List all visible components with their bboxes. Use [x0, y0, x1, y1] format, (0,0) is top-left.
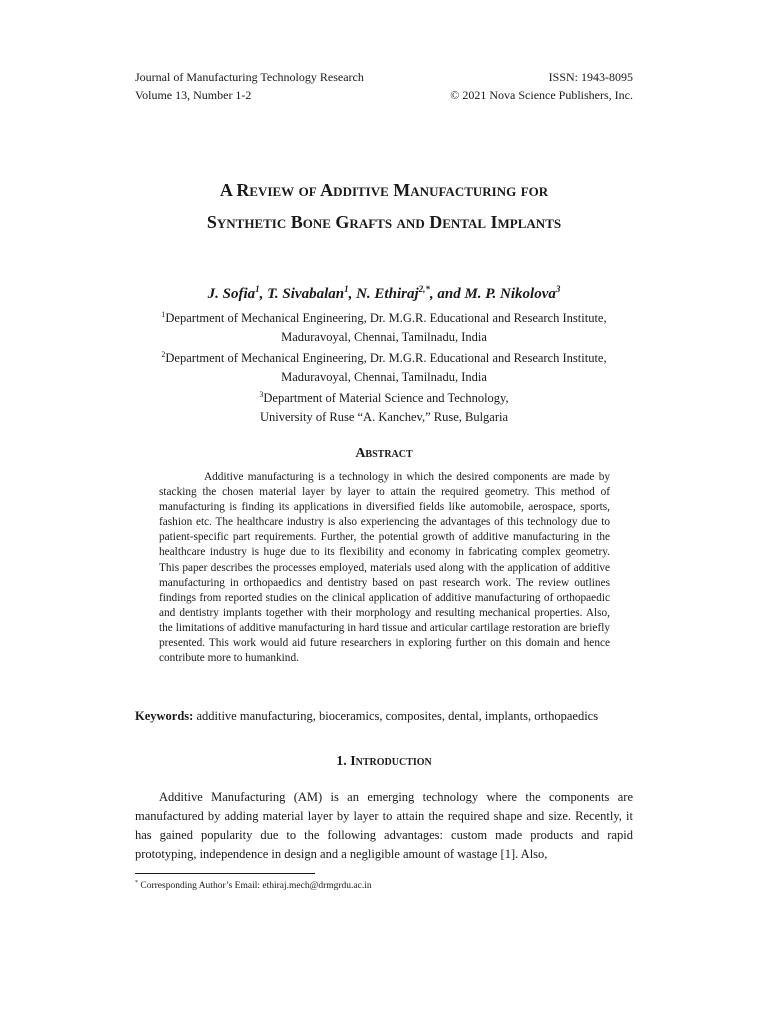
author-name: J. Sofia [207, 286, 256, 302]
keywords-text: additive manufacturing, bioceramics, composites, dental, implants, orthopaedics [193, 709, 599, 723]
section-heading: 1. Introduction [336, 754, 432, 769]
author-name: M. P. Nikolova [464, 286, 556, 302]
affiliation-1-line-2: Maduravoyal, Chennai, Tamilnadu, India [281, 329, 487, 344]
abstract-heading: Abstract [355, 446, 413, 461]
issn: ISSN: 1943-8095 [548, 70, 633, 84]
affiliation-3-line-1 [100, 386, 668, 408]
affiliation-text: Department of Mechanical Engineering, Dr. M.G.R. Educational and Research Institute, [165, 351, 607, 366]
abstract-text: Additive manufacturing is a technology in which the desired components are made by stacking the chosen material layer by layer to attain the required geometry. This method of manufacturing is finding its applications in diversified fields like automobile, aerospace, sports, fashion etc. The healthcare industry is also experiencing the advantages of this technology due to patient-specific part requirements. Further, the potential growth of additive manufacturing in the healthcare industry is huge due to its flexibility and economy in fabricating complex geometry. This paper describes the processes employed, materials used along with the application of additive manufacturing in orthopaedics and dentistry based on past research work. The review outlines findings from reported studies on the clinical application of additive manufacturing of orthopaedic and dentistry implants together with their morphology and resulting mechanical properties. Also, the limitations of additive manufacturing in hard tissue and articular cartilage restoration are briefly presented. This work would aid future researchers in exploring further on this domain and hence contribute more to humankind. [159, 471, 610, 665]
title-line-2: Synthetic Bone Grafts and Dental Implants [206, 212, 562, 232]
keywords-line [135, 709, 633, 724]
author-affiliation-mark: 2,* [418, 284, 430, 294]
affiliation-2-line-1 [100, 346, 668, 368]
affiliation-mark: 2 [161, 350, 166, 360]
journal-name: Journal of Manufacturing Technology Research [135, 70, 364, 84]
affiliation-mark: 1 [161, 310, 166, 319]
author-affiliation-mark: 1 [344, 284, 349, 294]
author-separator: , [259, 286, 268, 302]
footnote-text: Corresponding Author’s Email: ethiraj.mech@drmgrdu.ac.in [138, 881, 372, 892]
affiliation-text: Department of Mechanical Engineering, Dr. M.G.R. Educational and Research Institute, [165, 311, 607, 326]
affiliation-1-line-1 [100, 306, 668, 328]
author-list [60, 284, 708, 303]
affiliation-text: Department of Material Science and Technology, [263, 391, 509, 406]
title-line-1: A Review of Additive Manufacturing for [219, 180, 549, 200]
affiliation-mark: 3 [259, 390, 264, 400]
paper-title [60, 174, 708, 238]
affiliation-3-line-2: University of Ruse “A. Kanchev,” Ruse, Bulgaria [259, 409, 509, 424]
volume-number: Volume 13, Number 1-2 [135, 88, 252, 102]
affiliation-2-line-2: Maduravoyal, Chennai, Tamilnadu, India [281, 369, 487, 384]
copyright: © 2021 Nova Science Publishers, Inc. [450, 88, 633, 102]
footnote-divider [135, 873, 315, 874]
author-affiliation-mark: 1 [255, 284, 260, 294]
keywords-label: Keywords: [135, 709, 194, 723]
author-separator: , and [429, 286, 465, 302]
author-separator: , [348, 286, 357, 302]
affiliation-list [100, 306, 668, 426]
footnote [135, 880, 372, 891]
author-name: T. Sivabalan [267, 286, 345, 302]
author-affiliation-mark: 3 [555, 284, 561, 294]
author-name: N. Ethiraj [356, 286, 419, 302]
footnote-mark: * [135, 880, 138, 886]
introduction-text: Additive Manufacturing (AM) is an emerging technology where the components are manufactured by adding material layer by layer to attain the required shape and size. Recently, it has gained popularity due to the following advantages: custom made products and rapid prototyping, independence in design and a negligible amount of wastage [1]. Also, [135, 790, 633, 861]
